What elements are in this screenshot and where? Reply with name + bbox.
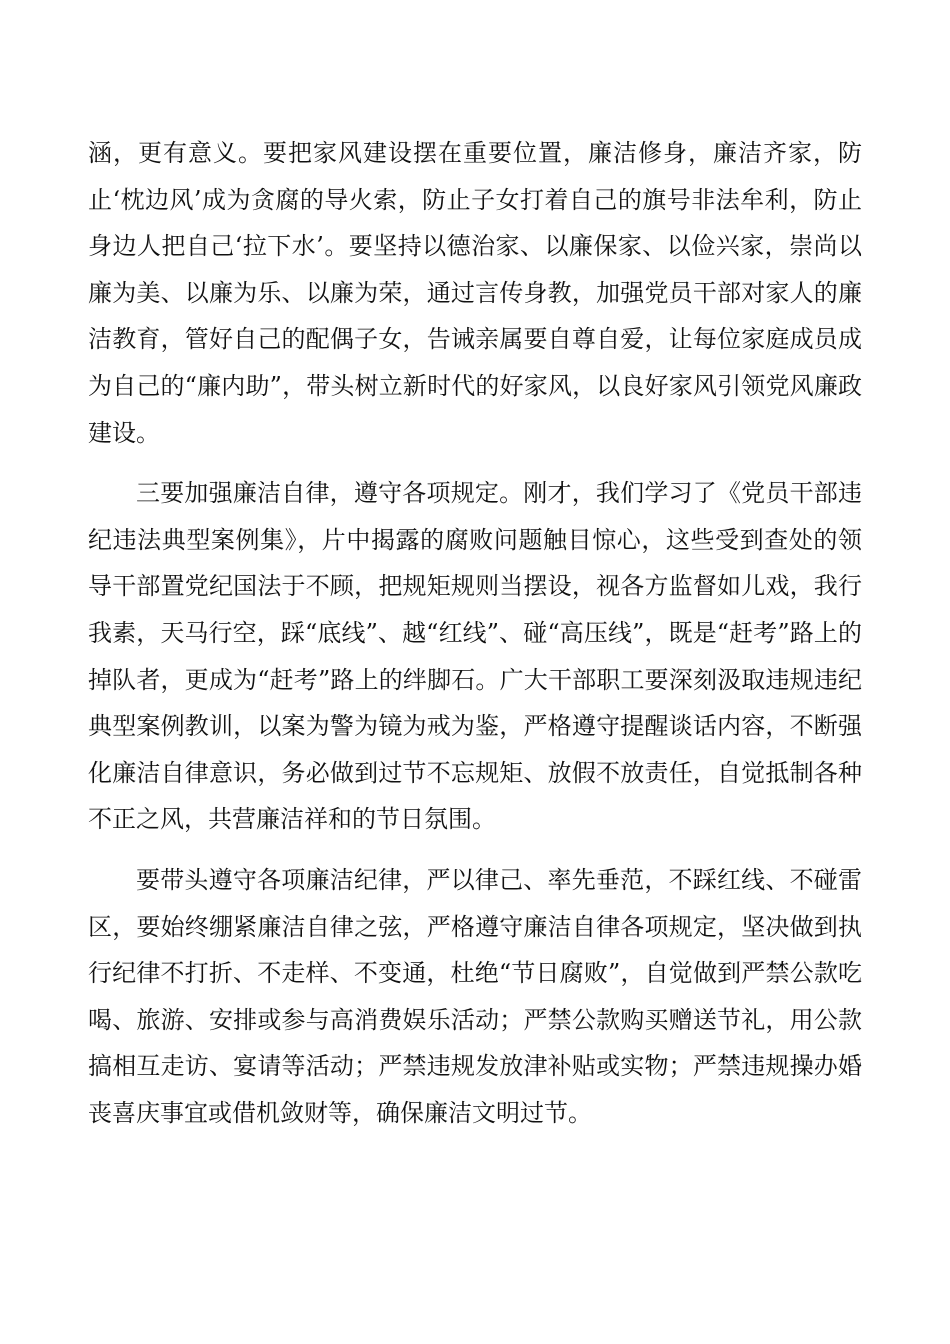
paragraph-family-style: 涵，更有意义。要把家风建设摆在重要位置，廉洁修身，廉洁齐家，防止‘枕边风’成为贪腐的导火索，防止子女打着自己的旗号非法牟利，防止身边人把自己‘拉下水’。要坚持以德治家、以廉保家、以俭兴家，崇尚以廉为美、以廉为乐、以廉为荣，通过言传身教，加强党员干部对家人的廉洁教育，管好自己的配偶子女，告诫亲属要自尊自爱，让每位家庭成员成为自己的“廉内助”，带头树立新时代的好家风，以良好家风引领党风廉政建设。 — [88, 139, 862, 447]
paragraph-integrity-rules: 要带头遵守各项廉洁纪律，严以律己、率先垂范，不踩红线、不碰雷区，要始终绷紧廉洁自律之弦，严格遵守廉洁自律各项规定，坚决做到执行纪律不打折、不走样、不变通，杜绝“节日腐败”，自觉做到严禁公款吃喝、旅游、安排或参与高消费娱乐活动；严禁公款购买赠送节礼，用公款搞相互走访、宴请等活动；严禁违规发放津补贴或实物；严禁违规操办婚丧喜庆事宜或借机敛财等，确保廉洁文明过节。 — [88, 865, 862, 1127]
document-body — [88, 130, 862, 1136]
paragraph-self-discipline: 三要加强廉洁自律，遵守各项规定。刚才，我们学习了《党员干部违纪违法典型案例集》，片中揭露的腐败问题触目惊心，这些受到查处的领导干部置党纪国法于不顾，把规矩规则当摆设，视各方监督如儿戏，我行我素，天马行空，踩“底线”、越“红线”、碰“高压线”，既是“赶考”路上的掉队者，更成为“赶考”路上的绊脚石。广大干部职工要深刻汲取违规违纪典型案例教训，以案为警为镜为戒为鉴，严格遵守提醒谈话内容，不断强化廉洁自律意识，务必做到过节不忘规矩、放假不放责任，自觉抵制各种不正之风，共营廉洁祥和的节日氛围。 — [88, 479, 862, 834]
